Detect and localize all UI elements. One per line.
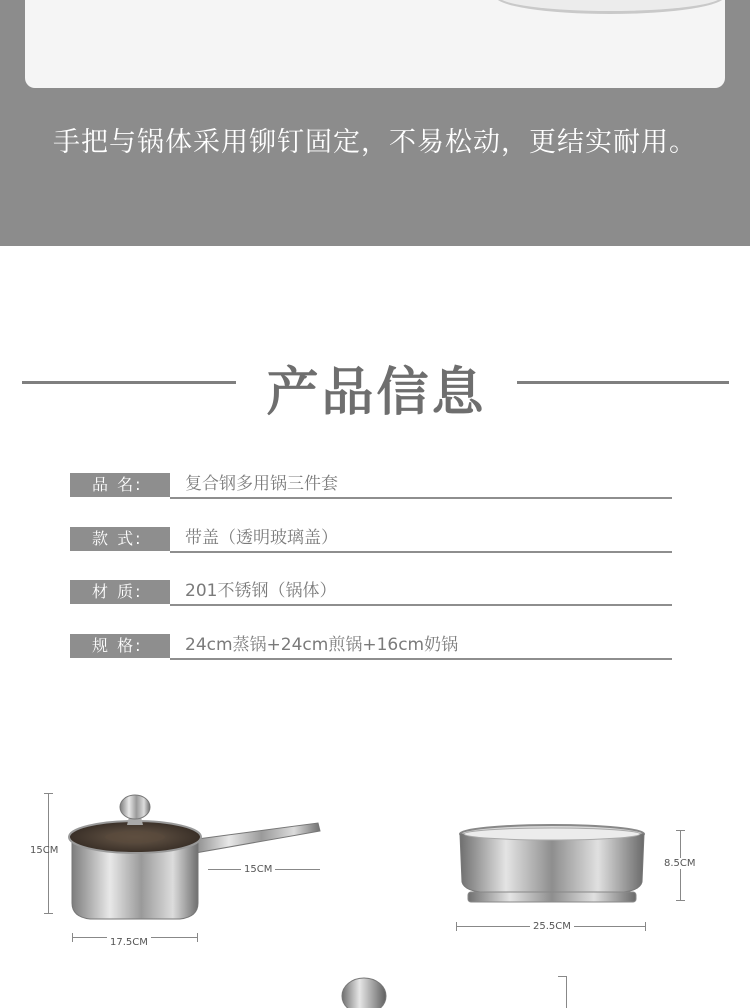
section-title: 产品信息 — [266, 363, 487, 423]
pan-photo — [25, 0, 725, 88]
milk-pot-figure — [30, 785, 330, 955]
frying-pan-figure-partial — [330, 968, 590, 1008]
row-underline — [170, 658, 672, 660]
info-row-material — [70, 580, 672, 606]
info-value: 复合钢多用锅三件套 — [185, 474, 338, 494]
pan-rim-image — [495, 0, 725, 14]
section-header — [0, 345, 750, 423]
divider-left — [22, 381, 236, 384]
row-underline — [170, 604, 672, 606]
divider-right — [517, 381, 729, 384]
info-value: 24cm蒸锅+24cm煎锅+16cm奶锅 — [185, 635, 459, 655]
info-value: 201不锈钢（锅体） — [185, 581, 337, 601]
info-label: 品 名: — [70, 473, 170, 497]
milk-pot-image — [30, 785, 330, 955]
feature-banner — [0, 0, 750, 246]
width-dimension-label: 25.5CM — [530, 921, 574, 932]
info-label: 规 格: — [70, 634, 170, 658]
banner-caption: 手把与锅体采用铆钉固定，不易松动，更结实耐用。 — [53, 127, 697, 158]
height-dimension-label: 8.5CM — [664, 858, 696, 869]
info-row-style — [70, 527, 672, 553]
row-underline — [170, 497, 672, 499]
pan-lid-knob-image — [330, 968, 590, 1008]
height-dimension-label: 15CM — [30, 845, 59, 856]
info-label: 款 式: — [70, 527, 170, 551]
steamer-figure — [450, 820, 710, 940]
steamer-image — [450, 820, 710, 940]
row-underline — [170, 551, 672, 553]
info-row-name — [70, 473, 672, 499]
handle-dimension-label: 15CM — [241, 864, 275, 875]
info-value: 带盖（透明玻璃盖） — [185, 528, 338, 548]
info-label: 材 质: — [70, 580, 170, 604]
width-dimension-label: 17.5CM — [107, 937, 151, 948]
info-row-spec — [70, 634, 672, 660]
